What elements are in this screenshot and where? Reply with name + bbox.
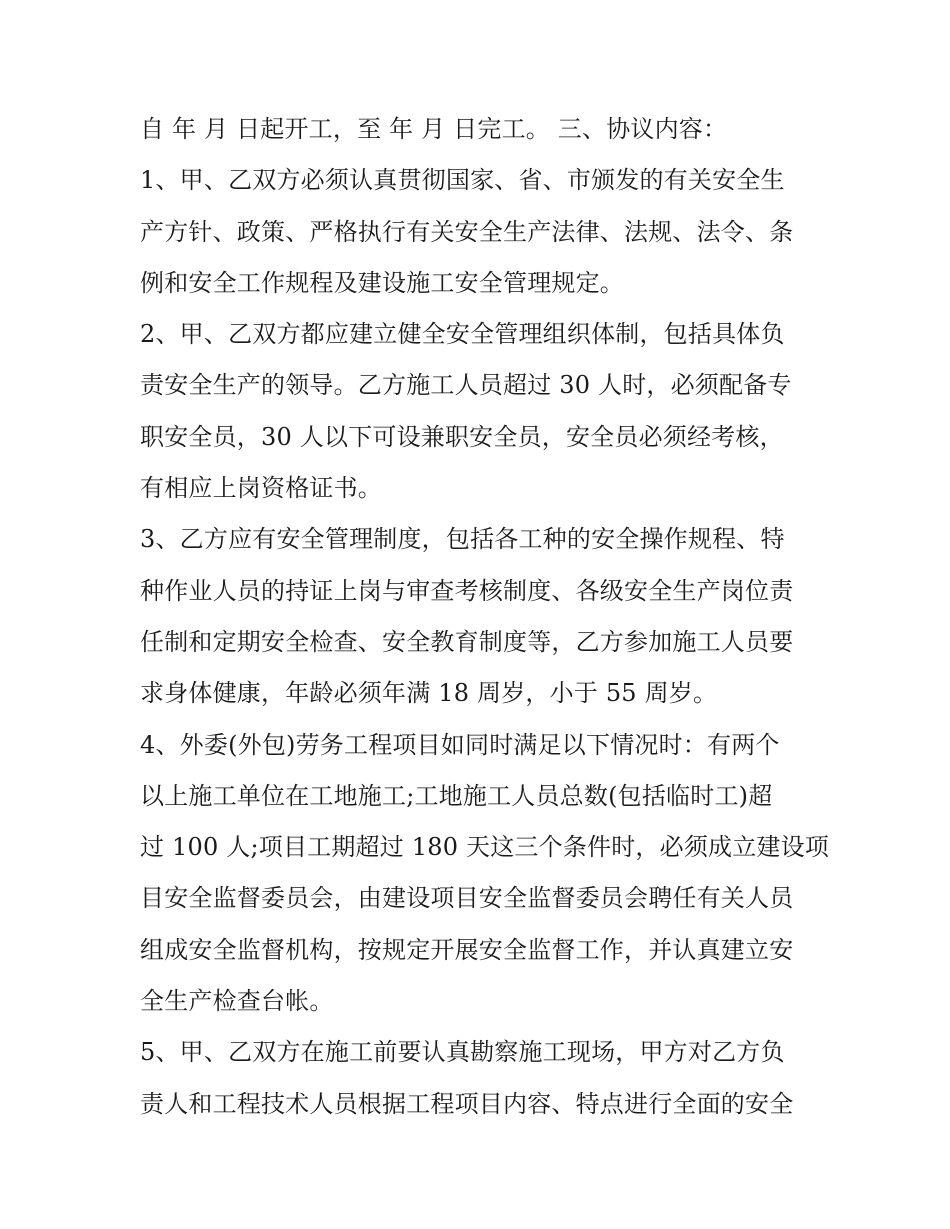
text-line-7: 职安全员，30 人以下可设兼职安全员，安全员必须经考核， <box>140 422 784 451</box>
text-line-13: 4、外委(外包)劳务工程项目如同时满足以下情况时：有两个 <box>140 730 780 759</box>
text-line-11: 任制和定期安全检查、安全教育制度等，乙方参加施工人员要 <box>140 627 794 656</box>
text-line-15: 过 100 人;项目工期超过 180 天这三个条件时，必须成立建设项 <box>140 833 830 862</box>
text-line-18: 全生产检查台帐。 <box>140 987 334 1016</box>
text-line-10: 种作业人员的持证上岗与审查考核制度、各级安全生产岗位责 <box>140 576 794 605</box>
text-line-16: 目安全监督委员会，由建设项目安全监督委员会聘任有关人员 <box>140 884 794 913</box>
text-line-14: 以上施工单位在工地施工;工地施工人员总数(包括临时工)超 <box>140 781 773 810</box>
text-line-17: 组成安全监督机构，按规定开展安全监督工作，并认真建立安 <box>140 935 794 964</box>
text-line-20: 责人和工程技术人员根据工程项目内容、特点进行全面的安全 <box>140 1089 794 1118</box>
text-line-8: 有相应上岗资格证书。 <box>140 474 382 503</box>
text-line-2: 1、甲、乙双方必须认真贯彻国家、省、市颁发的有关安全生 <box>140 166 785 195</box>
text-line-6: 责安全生产的领导。乙方施工人员超过 30 人时，必须配备专 <box>140 371 792 400</box>
text-line-3: 产方针、政策、严格执行有关安全生产法律、法规、法令、条 <box>140 217 794 246</box>
text-line-5: 2、甲、乙双方都应建立健全安全管理组织体制，包括具体负 <box>140 320 785 349</box>
text-line-1: 自 年 月 日起开工，至 年 月 日完工。 三、协议内容： <box>140 115 728 143</box>
document-body <box>140 104 830 1130</box>
text-line-4: 例和安全工作规程及建设施工安全管理规定。 <box>140 268 624 297</box>
text-line-19: 5、甲、乙双方在施工前要认真勘察施工现场，甲方对乙方负 <box>140 1038 785 1067</box>
text-line-12: 求身体健康，年龄必须年满 18 周岁，小于 55 周岁。 <box>140 679 718 708</box>
text-line-9: 3、乙方应有安全管理制度，包括各工种的安全操作规程、特 <box>140 525 785 554</box>
